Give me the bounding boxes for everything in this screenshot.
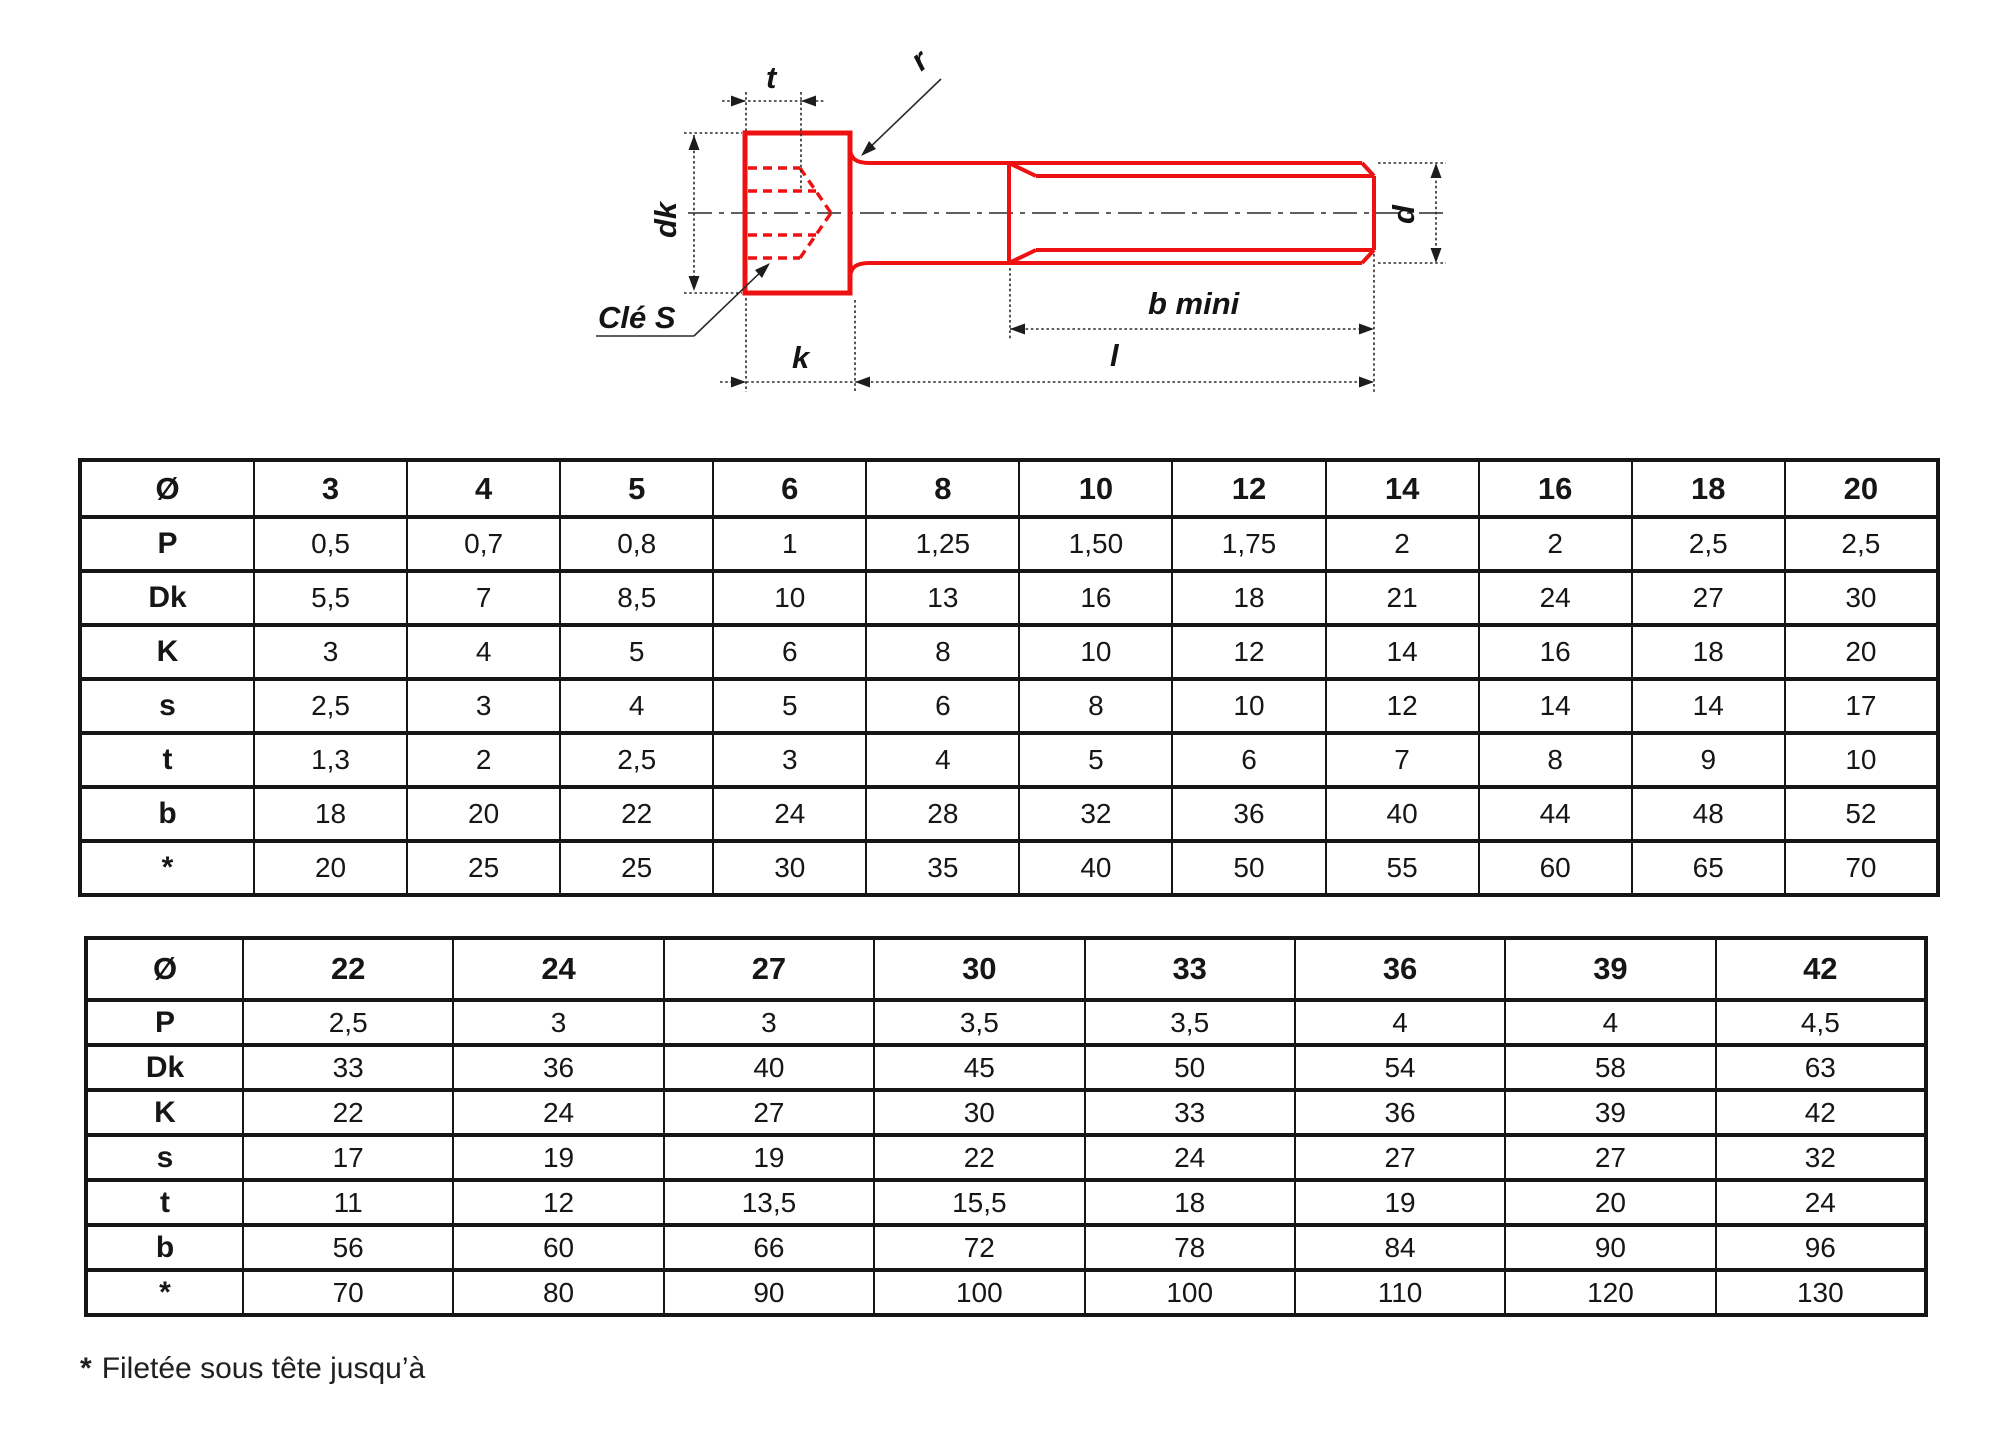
row-label: K: [80, 625, 254, 679]
value-cell: 4: [866, 733, 1019, 787]
table-row: [86, 1000, 1926, 1045]
column-header: 42: [1716, 938, 1926, 1000]
value-cell: 20: [407, 787, 560, 841]
row-label: P: [86, 1000, 243, 1045]
column-header: 22: [243, 938, 453, 1000]
footnote-text: Filetée sous tête jusqu’à: [101, 1352, 426, 1385]
value-cell: 110: [1295, 1270, 1505, 1315]
value-cell: 28: [866, 787, 1019, 841]
value-cell: 63: [1716, 1045, 1926, 1090]
column-header: 30: [874, 938, 1084, 1000]
value-cell: 1,75: [1172, 517, 1325, 571]
column-header: 8: [866, 460, 1019, 517]
column-header: 33: [1085, 938, 1295, 1000]
value-cell: 6: [866, 679, 1019, 733]
value-cell: 13,5: [664, 1180, 874, 1225]
value-cell: 3: [254, 625, 407, 679]
value-cell: 12: [1326, 679, 1479, 733]
cle-s-label: Clé S: [598, 300, 676, 335]
table-row: [86, 1180, 1926, 1225]
value-cell: 27: [1505, 1135, 1715, 1180]
value-cell: 4: [1295, 1000, 1505, 1045]
value-cell: 50: [1085, 1045, 1295, 1090]
table-row: [80, 679, 1938, 733]
value-cell: 40: [1019, 841, 1172, 895]
value-cell: 72: [874, 1225, 1084, 1270]
value-cell: 3,5: [874, 1000, 1084, 1045]
dimensions-table-m22-m42: [84, 936, 1928, 1317]
row-label: *: [80, 841, 254, 895]
screw-technical-drawing: [0, 0, 2000, 452]
value-cell: 27: [1295, 1135, 1505, 1180]
value-cell: 1,50: [1019, 517, 1172, 571]
value-cell: 22: [560, 787, 713, 841]
column-header: 5: [560, 460, 713, 517]
value-cell: 70: [1785, 841, 1938, 895]
value-cell: 14: [1479, 679, 1632, 733]
value-cell: 19: [453, 1135, 663, 1180]
value-cell: 2,5: [254, 679, 407, 733]
value-cell: 52: [1785, 787, 1938, 841]
value-cell: 20: [254, 841, 407, 895]
value-cell: 25: [560, 841, 713, 895]
value-cell: 78: [1085, 1225, 1295, 1270]
value-cell: 44: [1479, 787, 1632, 841]
value-cell: 35: [866, 841, 1019, 895]
footnote-asterisk: *: [80, 1352, 92, 1385]
table-row: [80, 787, 1938, 841]
value-cell: 20: [1785, 625, 1938, 679]
value-cell: 7: [1326, 733, 1479, 787]
column-header: 3: [254, 460, 407, 517]
table-row: [80, 517, 1938, 571]
value-cell: 54: [1295, 1045, 1505, 1090]
dimensions-table-m3-m20: [78, 458, 1940, 897]
value-cell: 50: [1172, 841, 1325, 895]
value-cell: 5: [713, 679, 866, 733]
value-cell: 1: [713, 517, 866, 571]
value-cell: 22: [874, 1135, 1084, 1180]
value-cell: 2: [407, 733, 560, 787]
value-cell: 3: [713, 733, 866, 787]
d-dimension: [1378, 163, 1446, 263]
value-cell: 12: [453, 1180, 663, 1225]
t-dimension: [722, 60, 825, 190]
value-cell: 4: [1505, 1000, 1715, 1045]
value-cell: 6: [1172, 733, 1325, 787]
value-cell: 36: [1172, 787, 1325, 841]
value-cell: 4,5: [1716, 1000, 1926, 1045]
d-label: d: [1386, 205, 1421, 224]
value-cell: 9: [1632, 733, 1785, 787]
column-header: 36: [1295, 938, 1505, 1000]
table-row: [86, 1090, 1926, 1135]
column-header: 39: [1505, 938, 1715, 1000]
value-cell: 130: [1716, 1270, 1926, 1315]
column-header: 24: [453, 938, 663, 1000]
value-cell: 14: [1632, 679, 1785, 733]
row-label: Dk: [80, 571, 254, 625]
value-cell: 8: [866, 625, 1019, 679]
r-leader: [861, 41, 941, 156]
value-cell: 2,5: [243, 1000, 453, 1045]
value-cell: 7: [407, 571, 560, 625]
value-cell: 8: [1479, 733, 1632, 787]
diameter-symbol-header: Ø: [86, 938, 243, 1000]
value-cell: 36: [453, 1045, 663, 1090]
column-header: 16: [1479, 460, 1632, 517]
value-cell: 25: [407, 841, 560, 895]
row-label: P: [80, 517, 254, 571]
value-cell: 21: [1326, 571, 1479, 625]
value-cell: 30: [713, 841, 866, 895]
column-header: 18: [1632, 460, 1785, 517]
footnote: [80, 1352, 425, 1386]
value-cell: 8,5: [560, 571, 713, 625]
row-label: K: [86, 1090, 243, 1135]
value-cell: 24: [1716, 1180, 1926, 1225]
table-row: [80, 571, 1938, 625]
column-header: 10: [1019, 460, 1172, 517]
value-cell: 6: [713, 625, 866, 679]
value-cell: 18: [1085, 1180, 1295, 1225]
value-cell: 20: [1505, 1180, 1715, 1225]
value-cell: 10: [1785, 733, 1938, 787]
value-cell: 90: [664, 1270, 874, 1315]
value-cell: 100: [874, 1270, 1084, 1315]
value-cell: 0,5: [254, 517, 407, 571]
header-row: [86, 938, 1926, 1000]
value-cell: 1,25: [866, 517, 1019, 571]
value-cell: 10: [1172, 679, 1325, 733]
value-cell: 17: [243, 1135, 453, 1180]
value-cell: 16: [1479, 625, 1632, 679]
value-cell: 32: [1716, 1135, 1926, 1180]
value-cell: 24: [1085, 1135, 1295, 1180]
table-row: [86, 1135, 1926, 1180]
value-cell: 27: [664, 1090, 874, 1135]
value-cell: 0,8: [560, 517, 713, 571]
value-cell: 60: [1479, 841, 1632, 895]
table-row: [80, 841, 1938, 895]
value-cell: 2: [1326, 517, 1479, 571]
header-row: [80, 460, 1938, 517]
column-header: 6: [713, 460, 866, 517]
k-l-dimensions: [720, 298, 1374, 392]
value-cell: 15,5: [874, 1180, 1084, 1225]
value-cell: 36: [1295, 1090, 1505, 1135]
value-cell: 56: [243, 1225, 453, 1270]
row-label: Dk: [86, 1045, 243, 1090]
table-row: [80, 733, 1938, 787]
value-cell: 40: [1326, 787, 1479, 841]
column-header: 14: [1326, 460, 1479, 517]
value-cell: 16: [1019, 571, 1172, 625]
diameter-symbol-header: Ø: [80, 460, 254, 517]
dk-label: dk: [648, 201, 683, 238]
value-cell: 60: [453, 1225, 663, 1270]
value-cell: 8: [1019, 679, 1172, 733]
row-label: b: [86, 1225, 243, 1270]
value-cell: 24: [1479, 571, 1632, 625]
value-cell: 2,5: [1785, 517, 1938, 571]
value-cell: 2: [1479, 517, 1632, 571]
value-cell: 45: [874, 1045, 1084, 1090]
value-cell: 70: [243, 1270, 453, 1315]
value-cell: 80: [453, 1270, 663, 1315]
value-cell: 96: [1716, 1225, 1926, 1270]
value-cell: 120: [1505, 1270, 1715, 1315]
value-cell: 100: [1085, 1270, 1295, 1315]
value-cell: 2,5: [560, 733, 713, 787]
value-cell: 40: [664, 1045, 874, 1090]
value-cell: 55: [1326, 841, 1479, 895]
value-cell: 30: [874, 1090, 1084, 1135]
value-cell: 66: [664, 1225, 874, 1270]
value-cell: 13: [866, 571, 1019, 625]
value-cell: 90: [1505, 1225, 1715, 1270]
value-cell: 33: [243, 1045, 453, 1090]
value-cell: 17: [1785, 679, 1938, 733]
value-cell: 33: [1085, 1090, 1295, 1135]
value-cell: 4: [407, 625, 560, 679]
value-cell: 14: [1326, 625, 1479, 679]
value-cell: 5,5: [254, 571, 407, 625]
value-cell: 3: [453, 1000, 663, 1045]
value-cell: 3,5: [1085, 1000, 1295, 1045]
b-mini-label: b mini: [1148, 286, 1240, 321]
value-cell: 19: [1295, 1180, 1505, 1225]
row-label: s: [86, 1135, 243, 1180]
value-cell: 11: [243, 1180, 453, 1225]
value-cell: 0,7: [407, 517, 560, 571]
column-header: 4: [407, 460, 560, 517]
l-label: l: [1110, 338, 1119, 373]
value-cell: 12: [1172, 625, 1325, 679]
b-mini-dimension: [1010, 254, 1374, 392]
column-header: 27: [664, 938, 874, 1000]
value-cell: 48: [1632, 787, 1785, 841]
value-cell: 10: [1019, 625, 1172, 679]
table-row: [86, 1270, 1926, 1315]
row-label: *: [86, 1270, 243, 1315]
value-cell: 39: [1505, 1090, 1715, 1135]
k-label: k: [792, 340, 810, 375]
value-cell: 84: [1295, 1225, 1505, 1270]
value-cell: 4: [560, 679, 713, 733]
value-cell: 32: [1019, 787, 1172, 841]
value-cell: 27: [1632, 571, 1785, 625]
column-header: 12: [1172, 460, 1325, 517]
value-cell: 19: [664, 1135, 874, 1180]
value-cell: 2,5: [1632, 517, 1785, 571]
table-row: [80, 625, 1938, 679]
value-cell: 1,3: [254, 733, 407, 787]
value-cell: 30: [1785, 571, 1938, 625]
row-label: b: [80, 787, 254, 841]
r-label: r: [903, 42, 935, 78]
value-cell: 10: [713, 571, 866, 625]
value-cell: 24: [713, 787, 866, 841]
value-cell: 3: [664, 1000, 874, 1045]
value-cell: 5: [560, 625, 713, 679]
value-cell: 22: [243, 1090, 453, 1135]
row-label: t: [86, 1180, 243, 1225]
value-cell: 18: [1172, 571, 1325, 625]
value-cell: 58: [1505, 1045, 1715, 1090]
t-label: t: [766, 60, 777, 95]
value-cell: 42: [1716, 1090, 1926, 1135]
value-cell: 18: [1632, 625, 1785, 679]
value-cell: 5: [1019, 733, 1172, 787]
row-label: s: [80, 679, 254, 733]
value-cell: 3: [407, 679, 560, 733]
row-label: t: [80, 733, 254, 787]
value-cell: 18: [254, 787, 407, 841]
table-row: [86, 1225, 1926, 1270]
value-cell: 65: [1632, 841, 1785, 895]
value-cell: 24: [453, 1090, 663, 1135]
table-row: [86, 1045, 1926, 1090]
column-header: 20: [1785, 460, 1938, 517]
